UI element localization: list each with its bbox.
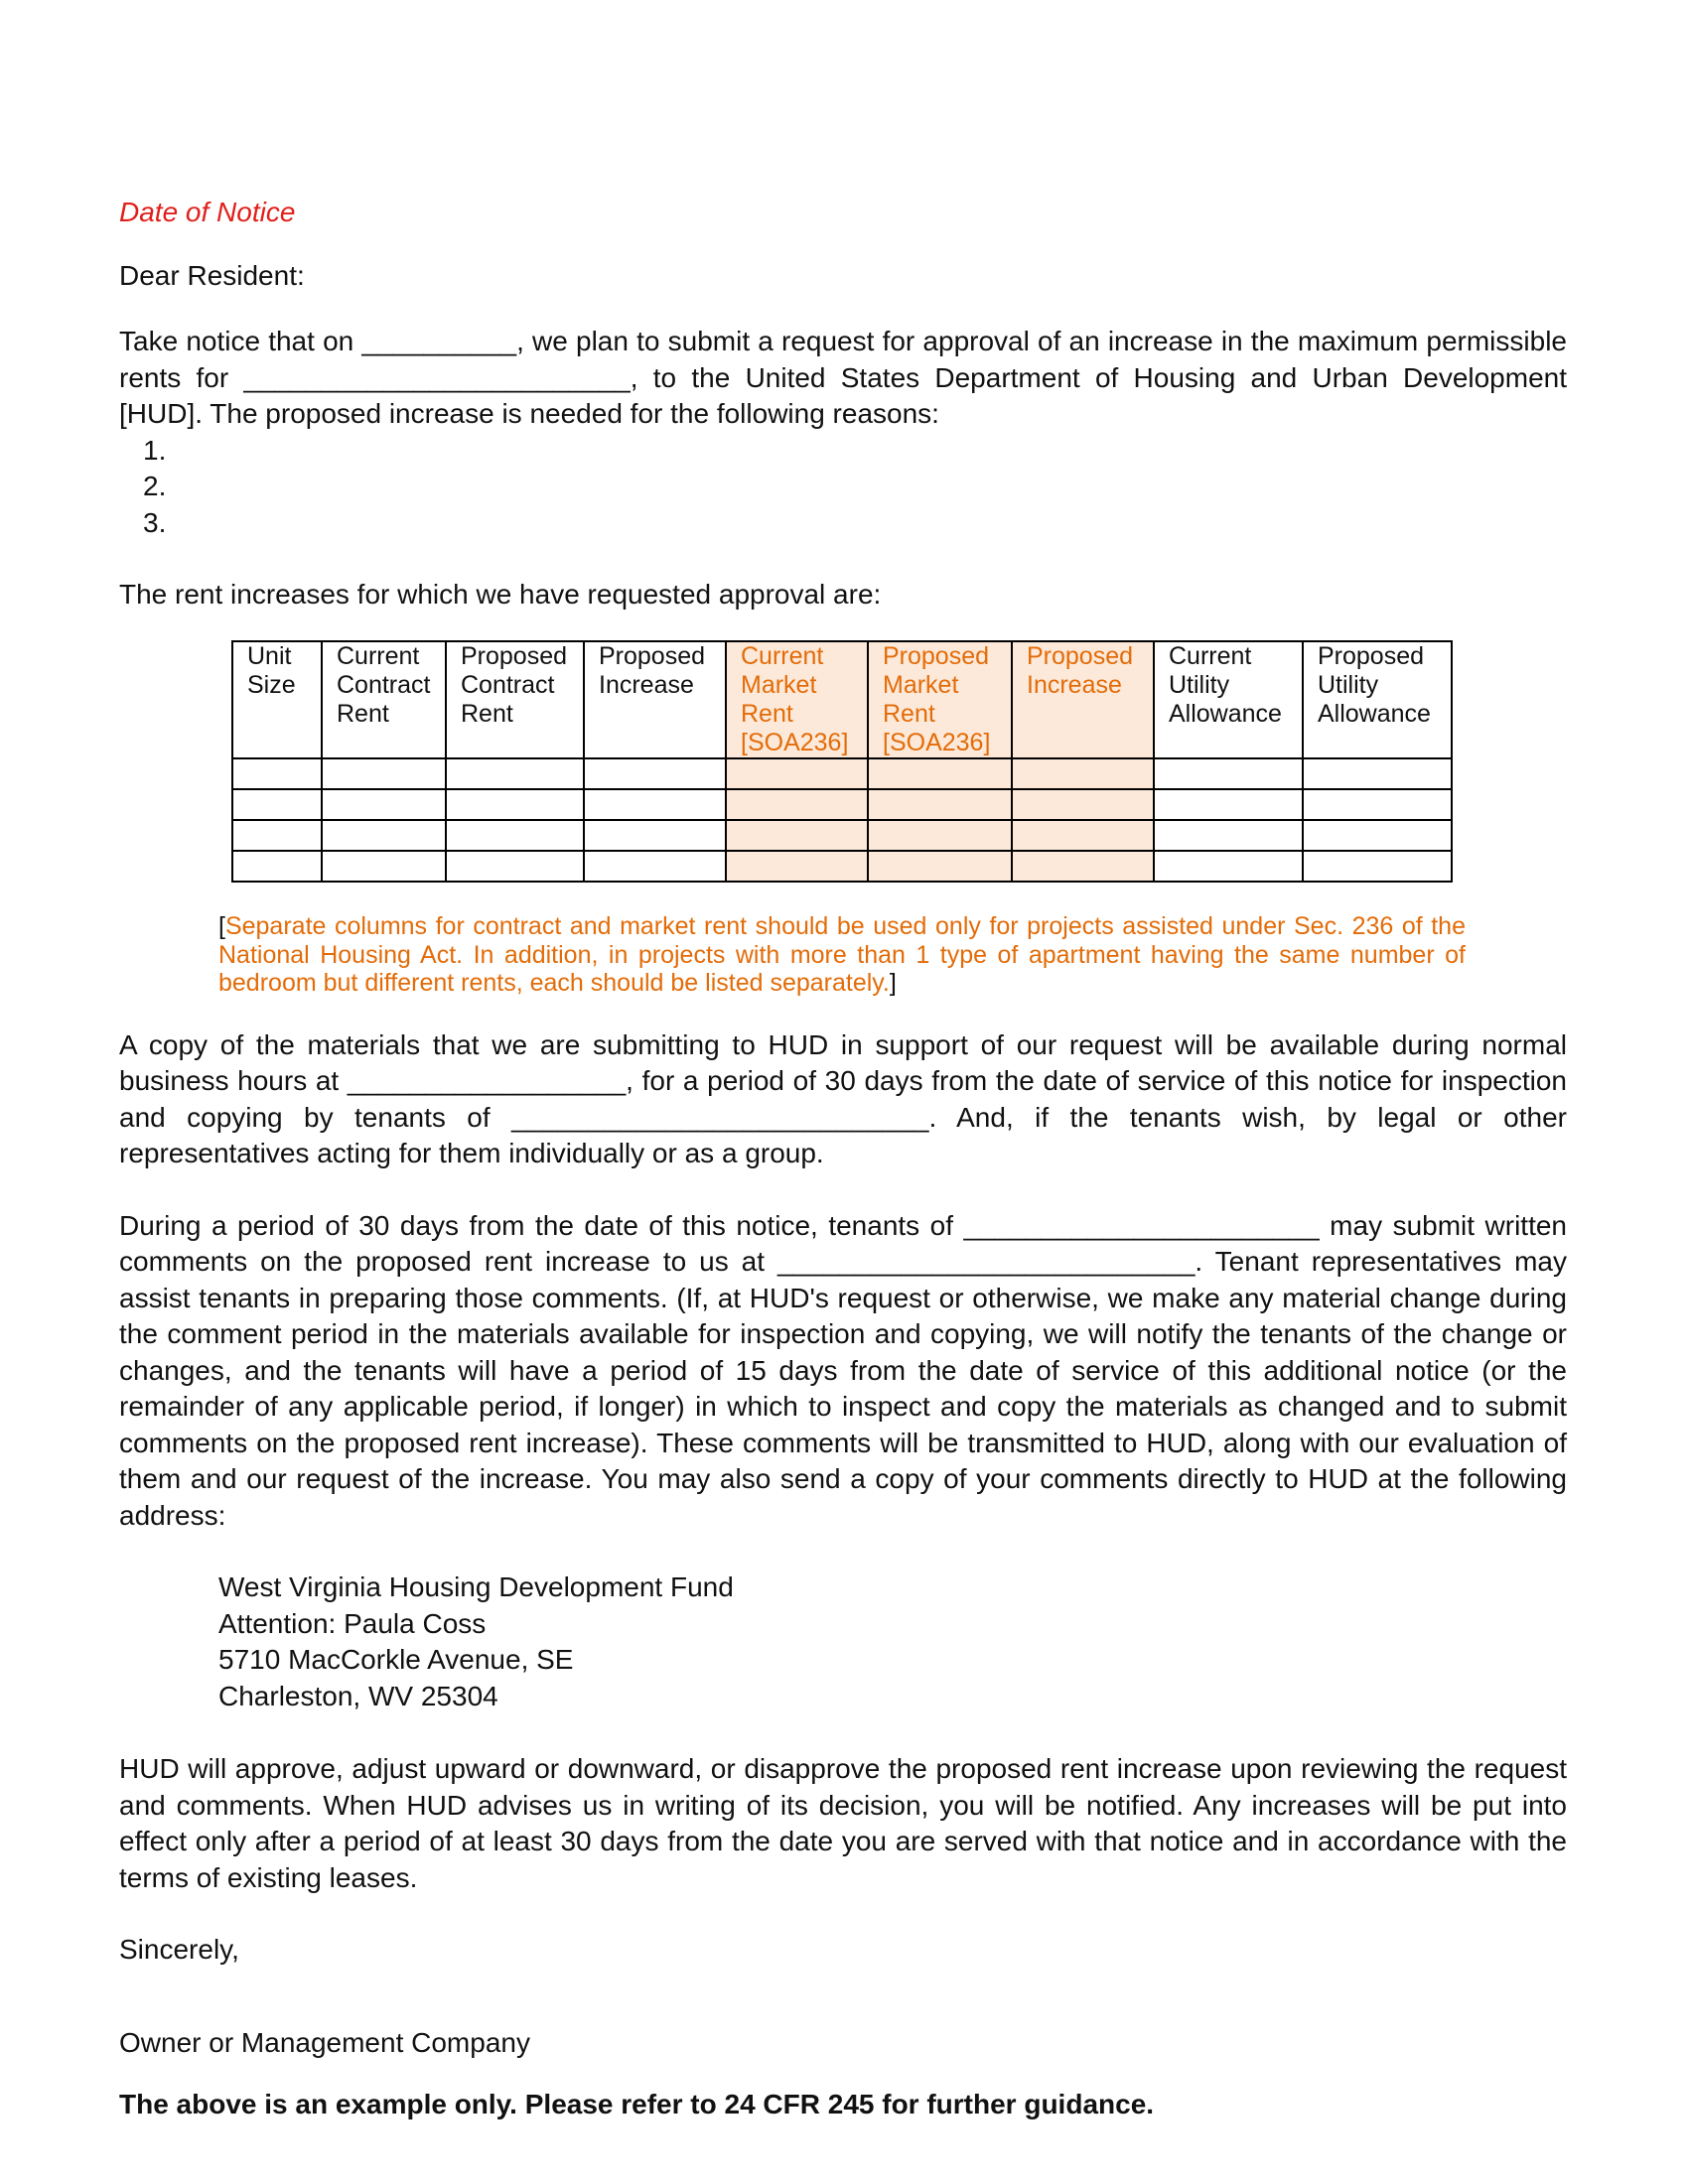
table-cell[interactable] <box>232 758 322 789</box>
table-cell[interactable] <box>584 758 726 789</box>
header-proposed-increase: Proposed Increase <box>584 641 726 758</box>
table-cell[interactable] <box>446 851 584 882</box>
letter-page <box>119 195 1567 2122</box>
address-line: 5710 MacCorkle Avenue, SE <box>218 1644 574 1675</box>
table-row <box>232 820 1452 851</box>
header-proposed-utility-allowance: Proposed Utility Allowance <box>1303 641 1452 758</box>
table-cell[interactable] <box>232 789 322 820</box>
table-cell[interactable] <box>322 789 446 820</box>
table-note <box>218 912 1466 998</box>
table-cell[interactable] <box>322 851 446 882</box>
table-cell[interactable] <box>1154 820 1303 851</box>
header-proposed-contract-rent: Proposed Contract Rent <box>446 641 584 758</box>
comments-paragraph: During a period of 30 days from the date of this notice, tenants of _______________________ may submit written comments on the proposed rent increase to us at ___________________________. Tenant representatives may assist tenants in preparing those comments. (If, at HUD's request or otherwise, we make any material change during the comment period in the materials available for inspection and copying, we will notify the tenants of the change or changes, and the tenants will have a period of 15 days from the date of service of this additional notice (or the remainder of any applicable period, if longer) in which to inspect and copy the materials as changed and to submit comments on the proposed rent increase). These comments will be transmitted to HUD, along with our evaluation of them and our request of the increase. You may also send a copy of your comments directly to HUD at the following address: <box>119 1209 1567 1531</box>
table-cell[interactable] <box>584 789 726 820</box>
address-line: Attention: Paula Coss <box>218 1607 487 1639</box>
intro-paragraph: Take notice that on __________, we plan to submit a request for approval of an increase in the maximum permissible rents for _________________________, to the United States Department of Housing and Urban Development [HUD]. The proposed increase is needed for the following reasons: <box>119 326 1567 429</box>
table-cell[interactable] <box>726 758 868 789</box>
table-cell[interactable] <box>584 851 726 882</box>
header-proposed-market-rent: Proposed Market Rent [SOA236] <box>868 641 1012 758</box>
table-cell[interactable] <box>1012 820 1154 851</box>
rent-increase-table <box>231 640 1453 883</box>
table-cell[interactable] <box>1154 789 1303 820</box>
table-cell[interactable] <box>868 789 1012 820</box>
note-open-bracket: [ <box>218 912 225 940</box>
signer: Owner or Management Company <box>119 2027 530 2058</box>
decision-paragraph: HUD will approve, adjust upward or downward, or disapprove the proposed rent increase upon reviewing the request and comments. When HUD advises us in writing of its decision, you will be notified. Any increases will be put into effect only after a period of at least 30 days from the date you are served with that notice and in accordance with the terms of existing leases. <box>119 1753 1567 1893</box>
table-cell[interactable] <box>232 851 322 882</box>
reason-item: 3. <box>143 506 167 538</box>
table-cell[interactable] <box>1154 851 1303 882</box>
table-cell[interactable] <box>726 851 868 882</box>
table-cell[interactable] <box>322 758 446 789</box>
table-row <box>232 851 1452 882</box>
table-cell[interactable] <box>868 758 1012 789</box>
table-intro: The rent increases for which we have requested approval are: <box>119 579 882 610</box>
table-cell[interactable] <box>232 820 322 851</box>
table-cell[interactable] <box>1012 758 1154 789</box>
table-cell[interactable] <box>1303 851 1452 882</box>
header-unit-size: Unit Size <box>232 641 322 758</box>
date-of-notice: Date of Notice <box>119 197 296 227</box>
table-row <box>232 789 1452 820</box>
table-cell[interactable] <box>322 820 446 851</box>
reason-item: 2. <box>143 471 167 501</box>
note-text: Separate columns for contract and market rent should be used only for projects assisted under Sec. 236 of the National Housing Act. In addition, in projects with more than 1 type of apartment having the same number of bedroom but different rents, each should be listed separately. <box>218 912 1466 997</box>
table-cell[interactable] <box>1303 758 1452 789</box>
table-cell[interactable] <box>868 851 1012 882</box>
hud-address <box>218 1570 1567 1714</box>
table-cell[interactable] <box>584 820 726 851</box>
table-cell[interactable] <box>1154 758 1303 789</box>
table-cell[interactable] <box>868 820 1012 851</box>
table-cell[interactable] <box>726 820 868 851</box>
table-cell[interactable] <box>446 789 584 820</box>
table-cell[interactable] <box>1303 789 1452 820</box>
table-cell[interactable] <box>1303 820 1452 851</box>
reason-item: 1. <box>143 434 167 466</box>
address-line: West Virginia Housing Development Fund <box>218 1571 734 1602</box>
header-current-contract-rent: Current Contract Rent <box>322 641 446 758</box>
disclaimer: The above is an example only. Please refer to 24 CFR 245 for further guidance. <box>119 2089 1155 2119</box>
table-header-row <box>232 641 1452 758</box>
materials-paragraph: A copy of the materials that we are submitting to HUD in support of our request will be available during normal business hours at __________________, for a period of 30 days from the date of service of this notice for inspection and copying by tenants of ___________________________. And, if the tenants wish, by legal or other representatives acting for them individually or as a group. <box>119 1028 1567 1168</box>
table-row <box>232 758 1452 789</box>
table-cell[interactable] <box>1012 851 1154 882</box>
header-proposed-market-increase: Proposed Increase <box>1012 641 1154 758</box>
note-close-bracket: ] <box>889 969 897 997</box>
table-cell[interactable] <box>446 820 584 851</box>
address-line: Charleston, WV 25304 <box>218 1680 498 1711</box>
reasons-list <box>119 433 1567 542</box>
salutation: Dear Resident: <box>119 260 305 291</box>
closing: Sincerely, <box>119 1934 239 1965</box>
header-current-utility-allowance: Current Utility Allowance <box>1154 641 1303 758</box>
table-cell[interactable] <box>446 758 584 789</box>
table-cell[interactable] <box>1012 789 1154 820</box>
header-current-market-rent: Current Market Rent [SOA236] <box>726 641 868 758</box>
table-cell[interactable] <box>726 789 868 820</box>
